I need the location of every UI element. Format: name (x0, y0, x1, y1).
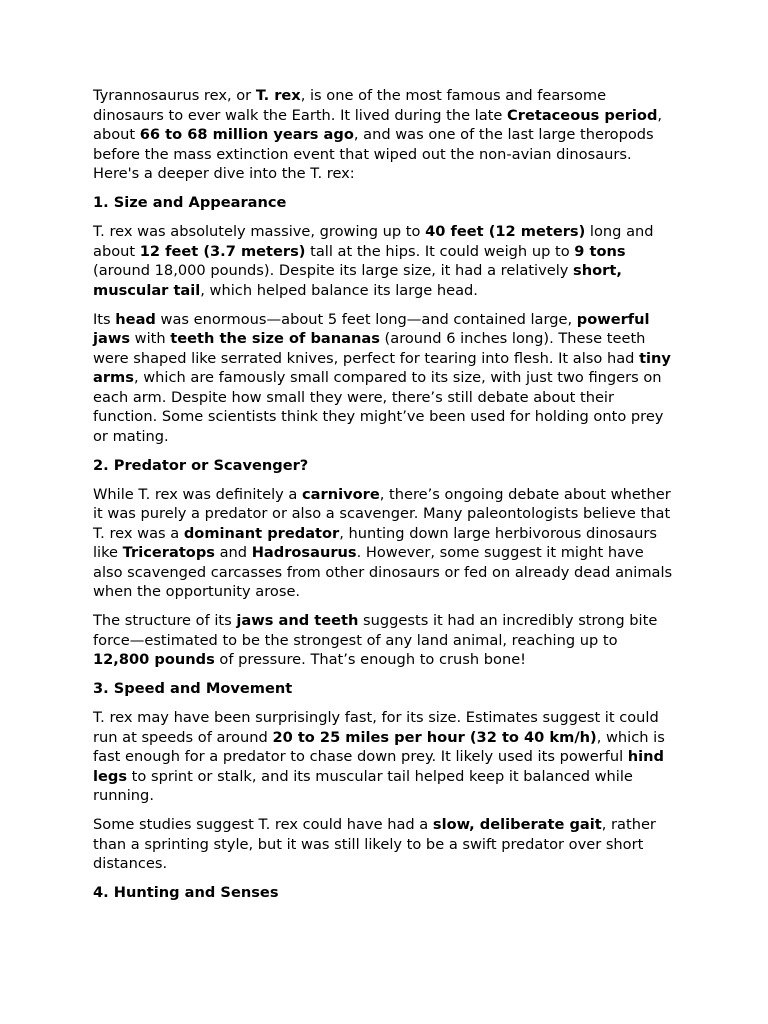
bold-run: powerful jaws (93, 310, 650, 347)
text-run: , hunting down large herbivorous dinosaurs like (93, 524, 657, 561)
text-run: was enormous—about 5 feet long—and contained large, (155, 310, 577, 328)
bold-run: jaws and teeth (236, 612, 359, 629)
bold-run: carnivore (302, 485, 380, 503)
text-run: (around 6 inches long). These teeth were shaped like serrated knives, perfect for tearing into flesh. It also had (93, 330, 646, 367)
bold-run: hind legs (93, 748, 664, 785)
text-run: . However, some suggest it might have also scavenged carcasses from other dinosaurs or fed on already dead animals when the opportunity arose. (93, 544, 673, 600)
predator-paragraph-1 (93, 485, 674, 602)
text-run: , about (93, 106, 663, 143)
section-heading-hunting: 4. Hunting and Senses (93, 884, 279, 901)
bold-run: dominant predator (183, 524, 340, 542)
text-run: , and was one of the last large theropods before the mass extinction event that wiped out the non-avian dinosaurs. Here's a deeper dive into the T. rex: (93, 126, 654, 182)
bold-run: tiny arms (93, 349, 671, 386)
section-heading-speed: 3. Speed and Movement (93, 680, 293, 697)
text-run: , rather than a sprinting style, but it was still likely to be a swift predator over short distances. (93, 816, 656, 872)
bold-run: short, muscular tail (93, 262, 622, 299)
speed-paragraph-1 (93, 708, 674, 806)
bold-run: teeth the size of bananas (170, 330, 380, 347)
text-run: , which helped balance its large head. (200, 281, 478, 299)
bold-run: 40 feet (12 meters) (425, 223, 586, 240)
bold-run: 12,800 pounds (93, 651, 215, 668)
bold-run: Hadrosaurus (251, 544, 357, 561)
bold-run: T. rex (255, 87, 301, 104)
text-run: T. rex may have been surprisingly fast, for its size. Estimates suggest it could run at speeds of around (93, 709, 659, 746)
section-heading-size: 1. Size and Appearance (93, 194, 287, 211)
section-heading-predator: 2. Predator or Scavenger? (93, 456, 309, 474)
size-paragraph-1 (93, 222, 674, 300)
bold-run: 12 feet (3.7 meters) (139, 242, 306, 260)
text-run: , which is fast enough for a predator to chase down prey. It likely used its powerful (93, 728, 665, 765)
predator-paragraph-2 (93, 611, 674, 670)
text-run: , is one of the most famous and fearsome dinosaurs to ever walk the Earth. It lived during the late (93, 87, 607, 124)
text-run: to sprint or stalk, and its muscular tail helped keep it balanced while running. (93, 767, 633, 804)
text-run: Tyrannosaurus rex, or (93, 87, 256, 104)
intro-paragraph (93, 86, 674, 184)
text-run: with (130, 330, 171, 347)
text-run: While T. rex was definitely a (93, 485, 303, 503)
bold-run: slow, deliberate gait (432, 816, 602, 833)
text-run: suggests it had an incredibly strong bite force—estimated to be the strongest of any land animal, reaching up to (93, 612, 658, 649)
bold-run: Cretaceous period (507, 106, 658, 124)
text-run: Its (93, 310, 116, 328)
text-run: The structure of its (93, 612, 237, 629)
text-run: of pressure. That’s enough to crush bone! (214, 651, 527, 668)
text-run: , there’s ongoing debate about whether it was purely a predator or also a scavenger. Many paleontologists believe that T. rex was a (93, 485, 671, 542)
text-run: Some studies suggest T. rex could have had a (93, 816, 433, 833)
text-run: and (214, 544, 252, 561)
text-run: T. rex was absolutely massive, growing up to (93, 223, 426, 240)
bold-run: Triceratops (122, 544, 215, 561)
bold-run: 9 tons (574, 242, 626, 260)
bold-run: head (115, 310, 156, 328)
text-run: , which are famously small compared to its size, with just two fingers on each arm. Despite how small they were, there’s still debate about their function. Some scientists think they might’ve been used for holding onto prey or mating. (93, 369, 664, 445)
text-run: long and about (93, 223, 654, 260)
text-run: tall at the hips. It could weigh up to (305, 242, 575, 260)
bold-run: 20 to 25 miles per hour (32 to 40 km/h) (272, 728, 597, 746)
bold-run: 66 to 68 million years ago (139, 126, 354, 143)
speed-paragraph-2 (93, 815, 674, 874)
size-paragraph-2 (93, 310, 674, 447)
text-run: (around 18,000 pounds). Despite its large size, it had a relatively (93, 262, 574, 279)
